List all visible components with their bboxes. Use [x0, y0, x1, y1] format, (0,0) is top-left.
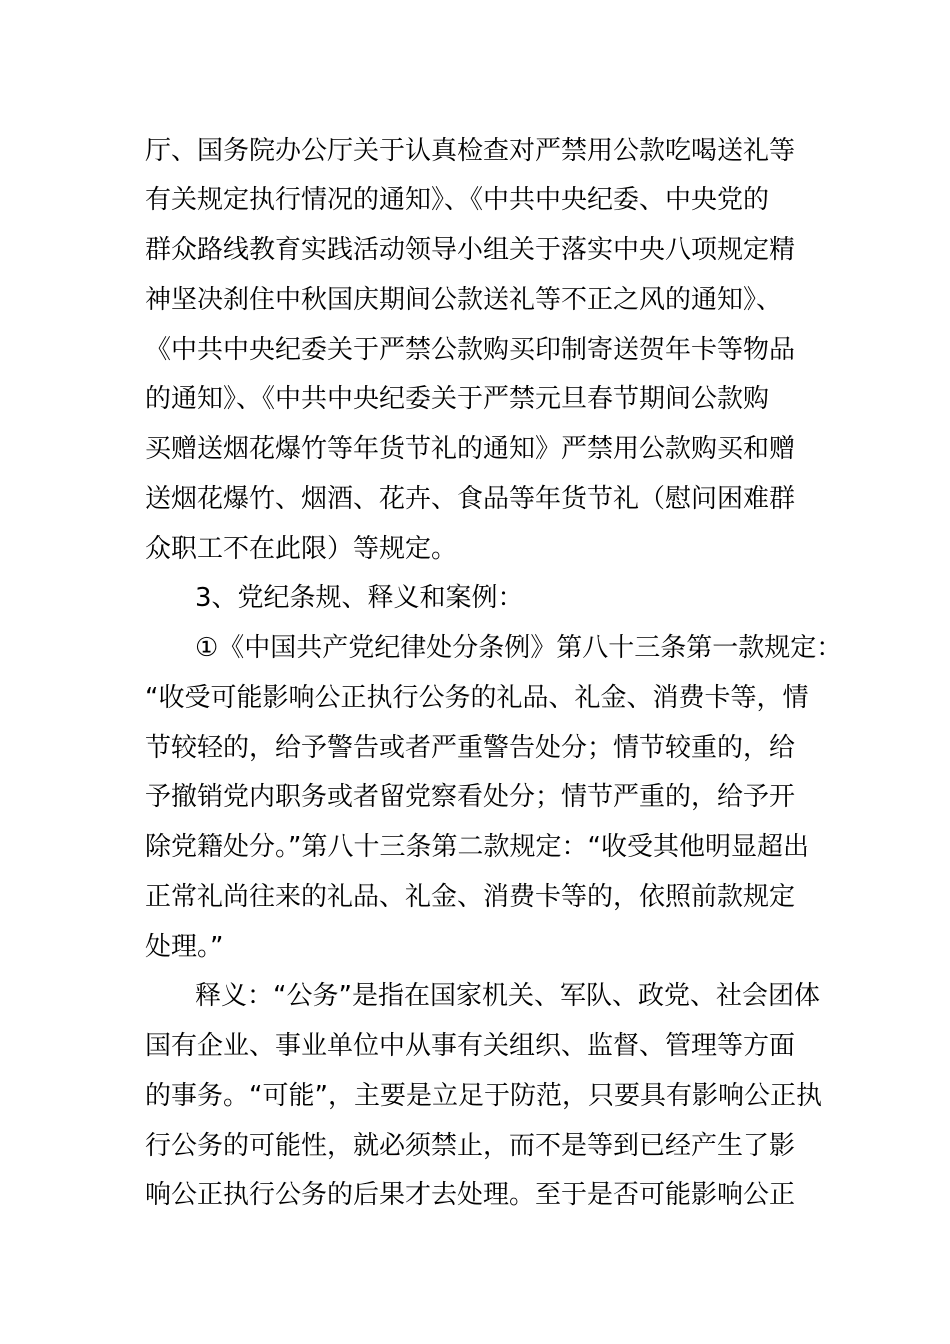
text-line: 《中共中央纪委关于严禁公款购买印制寄送贺年卡等物品 — [145, 335, 796, 365]
text-line: 除党籍处分。”第八十三条第二款规定：“收受其他明显超出 — [145, 832, 809, 862]
text-line: 正常礼尚往来的礼品、礼金、消费卡等的，依照前款规定 — [145, 882, 796, 912]
text-line: 群众路线教育实践活动领导小组关于落实中央八项规定精 — [145, 235, 796, 265]
text-line: 有关规定执行情况的通知》、《中共中央纪委、中央党的 — [145, 185, 770, 215]
text-line: 众职工不在此限）等规定。 — [145, 534, 458, 564]
text-line: 厅、国务院办公厅关于认真检查对严禁用公款吃喝送礼等 — [145, 136, 796, 166]
text-line: 国有企业、事业单位中从事有关组织、监督、管理等方面 — [145, 1031, 796, 1061]
text-line: ①《中国共产党纪律处分条例》第八十三条第一款规定： — [195, 633, 843, 663]
text-line: 节较轻的，给予警告或者严重警告处分；情节较重的，给 — [145, 733, 796, 763]
text-line: 送烟花爆竹、烟酒、花卉、食品等年货节礼（慰问困难群 — [145, 484, 796, 514]
section-heading: 3、党纪条规、释义和案例： — [195, 583, 524, 613]
text-line: 释义：“公务”是指在国家机关、军队、政党、社会团体 — [195, 981, 820, 1011]
text-line: 的通知》、《中共中央纪委关于严禁元旦春节期间公款购 — [145, 384, 770, 414]
text-line: “收受可能影响公正执行公务的礼品、礼金、消费卡等，情 — [145, 683, 809, 713]
text-line: 处理。” — [145, 932, 224, 962]
text-line: 神坚决刹住中秋国庆期间公款送礼等不正之风的通知》、 — [145, 285, 783, 315]
text-line: 予撤销党内职务或者留党察看处分；情节严重的，给予开 — [145, 782, 796, 812]
text-line: 买赠送烟花爆竹等年货节礼的通知》严禁用公款购买和赠 — [145, 434, 796, 464]
text-line: 响公正执行公务的后果才去处理。至于是否可能影响公正 — [145, 1180, 796, 1210]
text-line: 的事务。“可能”，主要是立足于防范，只要具有影响公正执 — [145, 1081, 822, 1111]
text-line: 行公务的可能性，就必须禁止，而不是等到已经产生了影 — [145, 1131, 796, 1161]
